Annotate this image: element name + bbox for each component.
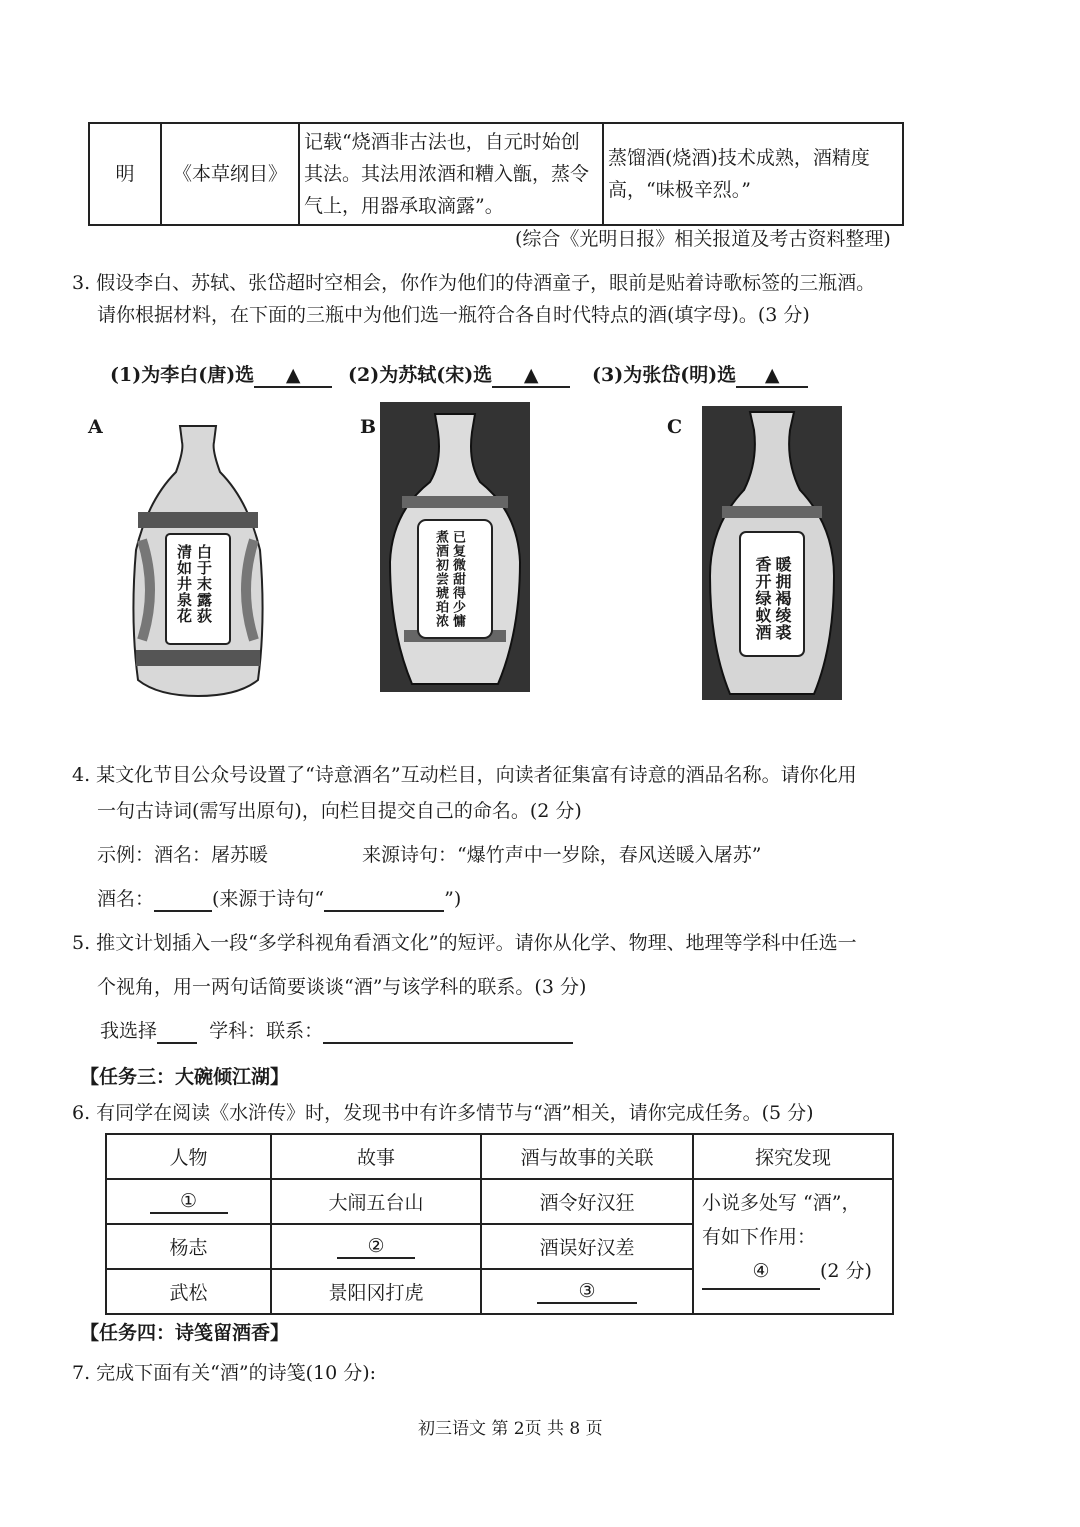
finding-line2: 有如下作用： — [702, 1226, 817, 1248]
dynasty-cell: 明 — [89, 123, 161, 225]
record-cell: 记载“烧酒非古法也，自元时始创其法。其法用浓酒和糟入甑，蒸令气上，用器承取滴露”。 — [299, 123, 603, 225]
cell-3-1: 武松 — [106, 1269, 271, 1314]
q6-text: 6. 有同学在阅读《水浒传》时，发现书中有许多情节与“酒”相关，请你完成任务。(5 分) — [72, 1102, 814, 1124]
finding-cell — [693, 1179, 893, 1314]
poem-col: 香开绿蚁酒 — [753, 556, 772, 641]
cell-1-1[interactable] — [106, 1179, 271, 1224]
poem-col: 已复微甜得少慵 — [450, 530, 465, 628]
choice-label: (2)为苏轼(宋)选 — [348, 364, 493, 386]
blank-3[interactable]: ③ — [537, 1280, 637, 1304]
subject-blank[interactable] — [157, 1020, 197, 1044]
q5-answer-line — [100, 1016, 573, 1044]
wine-name-blank[interactable] — [154, 888, 212, 912]
blank-4[interactable]: ④ — [702, 1254, 820, 1290]
answer-mid: (来源于诗句“ — [212, 888, 325, 910]
water-margin-table — [105, 1133, 894, 1315]
source-poem-blank[interactable] — [324, 888, 444, 912]
answer-b: 学科：联系： — [209, 1020, 324, 1042]
bottle-c-poem — [752, 556, 792, 645]
q4-line2: 一句古诗词(需写出原句)，向栏目提交自己的命名。(2 分) — [97, 800, 582, 822]
header-cell: 故事 — [271, 1134, 481, 1179]
q5-line1: 5. 推文计划插入一段“多学科视角看酒文化”的短评。请你从化学、物理、地理等学科中任选一 — [72, 932, 857, 954]
task4-heading: 【任务四：诗笺留酒香】 — [80, 1322, 290, 1344]
header-cell: 探究发现 — [693, 1134, 893, 1179]
finding-line1: 小说多处写 “酒”， — [702, 1192, 861, 1214]
feature-cell: 蒸馏酒(烧酒)技术成熟，酒精度高，“味极辛烈。” — [603, 123, 903, 225]
cell-2-1: 杨志 — [106, 1224, 271, 1269]
cell-2-2[interactable] — [271, 1224, 481, 1269]
poem-col: 白于末露荻 — [195, 544, 213, 624]
cell-1-2: 大闹五台山 — [271, 1179, 481, 1224]
bottle-b-poem — [432, 530, 466, 632]
task3-heading: 【任务三：大碗倾江湖】 — [80, 1066, 290, 1088]
header-cell: 酒与故事的关联 — [481, 1134, 693, 1179]
bottle-a-poem — [174, 544, 214, 628]
table-row — [89, 123, 903, 225]
page-footer: 初三语文 第 2页 共 8 页 — [418, 1419, 603, 1439]
q5-line2: 个视角，用一两句话简要谈谈“酒”与该学科的联系。(3 分) — [97, 976, 587, 998]
choice-label: (1)为李白(唐)选 — [110, 364, 255, 386]
poem-col: 暖拥褐绫裘 — [773, 556, 792, 641]
blank-2[interactable]: ② — [337, 1235, 415, 1259]
q4-answer-line — [97, 884, 461, 912]
answer-blank-2[interactable]: ▲ — [492, 364, 570, 388]
source-note: (综合《光明日报》相关报道及考古资料整理) — [515, 228, 891, 250]
q3-line2: 请你根据材料，在下面的三瓶中为他们选一瓶符合各自时代特点的酒(填字母)。(3 分) — [97, 304, 810, 326]
cell-3-2: 景阳冈打虎 — [271, 1269, 481, 1314]
cell-1-3: 酒令好汉狂 — [481, 1179, 693, 1224]
q3-choice-1 — [110, 360, 332, 388]
answer-a: 我选择 — [100, 1020, 158, 1042]
bottle-b-letter: B — [360, 416, 377, 438]
bottle-c-image — [702, 406, 842, 700]
q4-line1: 4. 某文化节目公众号设置了“诗意酒名”互动栏目，向读者征集富有诗意的酒品名称。请你化用 — [72, 764, 857, 786]
header-cell: 人物 — [106, 1134, 271, 1179]
cell-2-3: 酒误好汉差 — [481, 1224, 693, 1269]
cell-3-3[interactable] — [481, 1269, 693, 1314]
q3-choice-3 — [592, 360, 808, 388]
q4-example-source: 来源诗句：“爆竹声中一岁除，春风送暖入屠苏” — [362, 844, 762, 866]
poem-col: 煮酒初尝琥珀浓 — [433, 530, 448, 628]
choice-label: (3)为张岱(明)选 — [592, 364, 737, 386]
answer-prefix: 酒名： — [97, 888, 155, 910]
answer-end: ”) — [444, 888, 462, 910]
table-header-row — [106, 1134, 893, 1179]
q3-line1: 3. 假设李白、苏轼、张岱超时空相会，你作为他们的侍酒童子，眼前是贴着诗歌标签的三瓶酒。 — [72, 272, 876, 294]
blank-1[interactable]: ① — [150, 1190, 228, 1214]
answer-blank-3[interactable]: ▲ — [736, 364, 808, 388]
q7-text: 7. 完成下面有关“酒”的诗笺(10 分): — [72, 1362, 377, 1384]
book-cell: 《本草纲目》 — [161, 123, 299, 225]
q4-example-name: 示例：酒名：屠苏暖 — [97, 844, 269, 866]
poem-col: 清如井泉花 — [175, 544, 193, 624]
answer-blank-1[interactable]: ▲ — [254, 364, 332, 388]
history-table — [88, 122, 904, 226]
table-row — [106, 1179, 893, 1224]
finding-score: (2 分) — [820, 1260, 872, 1282]
finding-answer — [702, 1254, 884, 1290]
bottle-a-letter: A — [88, 416, 103, 438]
relation-blank[interactable] — [323, 1020, 573, 1044]
q3-choice-2 — [348, 360, 570, 388]
bottle-c-letter: C — [667, 416, 683, 438]
